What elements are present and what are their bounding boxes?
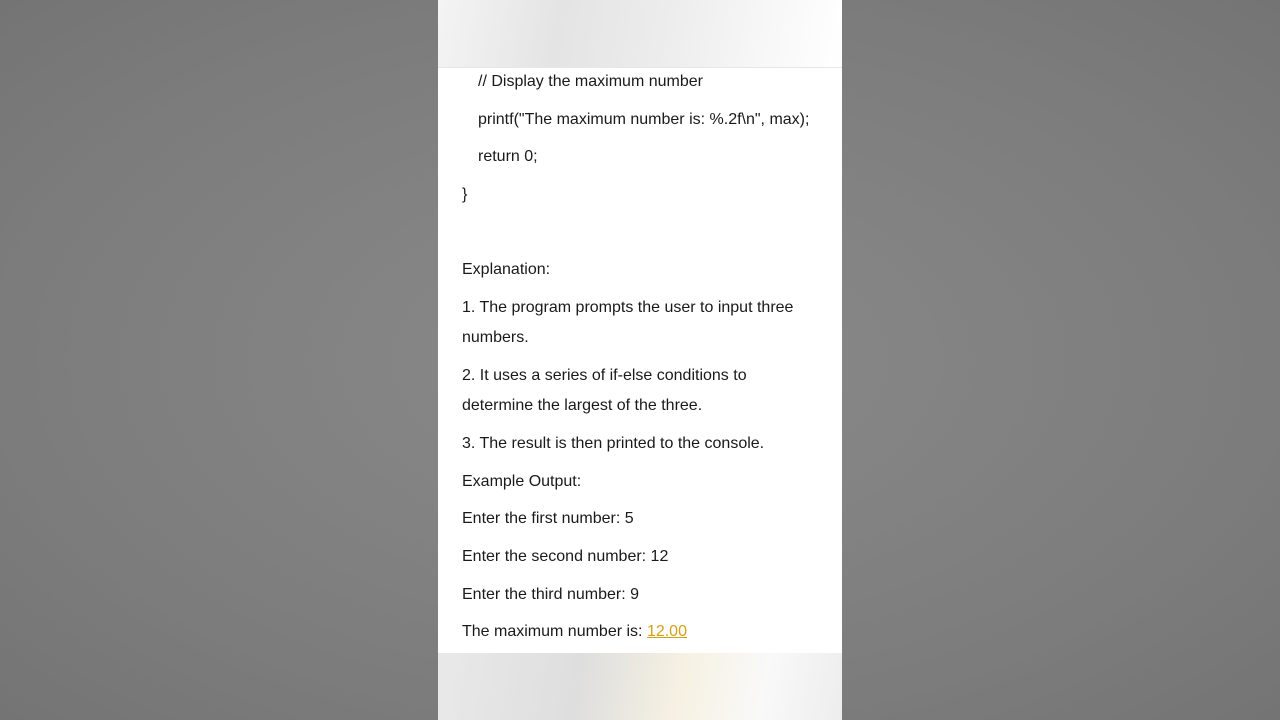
explanation-point-3: 3. The result is then printed to the console. bbox=[462, 435, 765, 452]
explanation-point-2-line-1: 2. It uses a series of if-else conditions to bbox=[462, 367, 747, 384]
top-blurred-area bbox=[438, 0, 842, 68]
bottom-blurred-area bbox=[438, 653, 842, 720]
explanation-point-2-line-2: determine the largest of the three. bbox=[462, 397, 703, 414]
example-line-2: Enter the second number: 12 bbox=[462, 548, 669, 565]
code-comment: // Display the maximum number bbox=[478, 73, 703, 90]
document-viewport bbox=[438, 0, 842, 720]
code-return: return 0; bbox=[478, 148, 538, 165]
explanation-point-1-line-2: numbers. bbox=[462, 329, 529, 346]
example-output-heading: Example Output: bbox=[462, 473, 582, 490]
example-line-3: Enter the third number: 9 bbox=[462, 586, 639, 603]
example-result-value[interactable]: 12.00 bbox=[646, 623, 687, 640]
example-line-1: Enter the first number: 5 bbox=[462, 510, 634, 527]
code-closing-brace: } bbox=[462, 186, 468, 203]
explanation-point-1-line-1: 1. The program prompts the user to input three bbox=[462, 299, 794, 316]
code-printf: printf("The maximum number is: %.2f\n", max); bbox=[478, 111, 810, 128]
example-result bbox=[462, 617, 687, 647]
explanation-heading: Explanation: bbox=[462, 261, 551, 278]
example-result-prefix: The maximum number is: bbox=[462, 623, 647, 640]
